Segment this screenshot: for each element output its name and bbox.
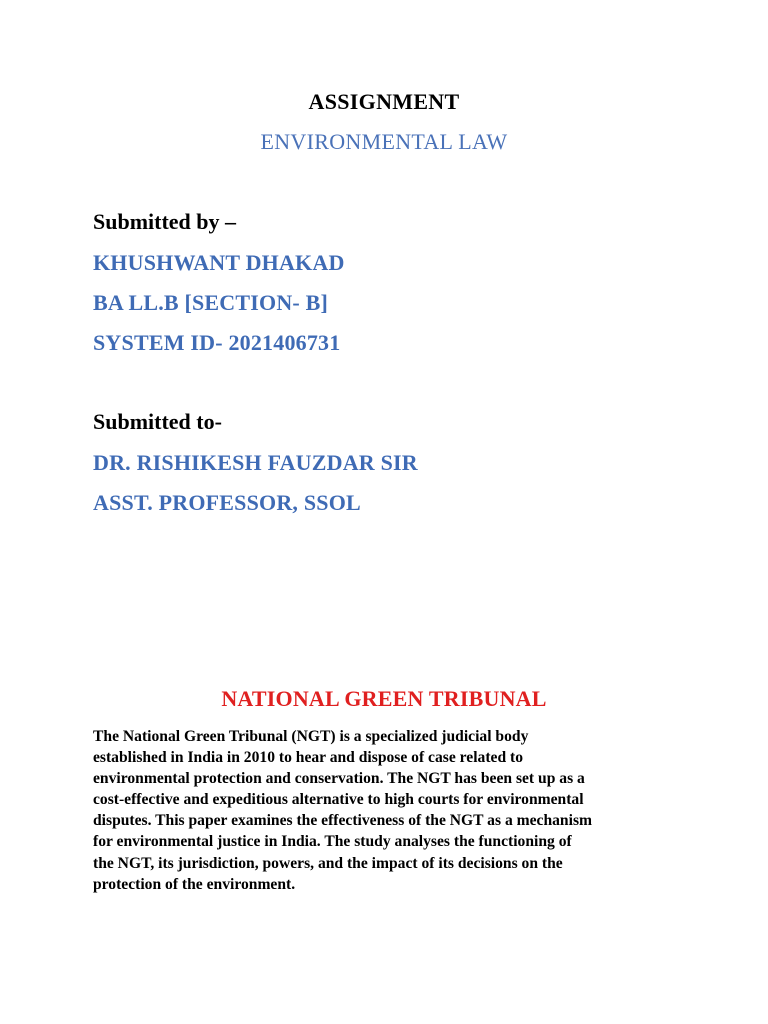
paragraph-line: disputes. This paper examines the effectiveness of the NGT as a mechanism <box>93 812 592 830</box>
assignment-title: ASSIGNMENT <box>308 89 460 114</box>
submitted-to-label: Submitted to- <box>93 409 222 434</box>
professor-designation: ASST. PROFESSOR, SSOL <box>93 490 361 515</box>
subject-title: ENVIRONMENTAL LAW <box>260 129 508 154</box>
paragraph-line: established in India in 2010 to hear and dispose of case related to <box>93 749 524 767</box>
paragraph-line: the NGT, its jurisdiction, powers, and the impact of its decisions on the <box>93 854 563 872</box>
paragraph-line: for environmental justice in India. The study analyses the functioning of <box>93 833 572 851</box>
professor-name: DR. RISHIKESH FAUZDAR SIR <box>93 450 418 475</box>
paragraph-line: The National Green Tribunal (NGT) is a specialized judicial body <box>93 728 529 745</box>
abstract-paragraph <box>93 726 693 895</box>
submitted-by-label: Submitted by – <box>93 209 237 234</box>
section-heading: NATIONAL GREEN TRIBUNAL <box>221 686 547 711</box>
paragraph-line: cost-effective and expeditious alternative to high courts for environmental <box>93 791 584 809</box>
paragraph-line: environmental protection and conservation. The NGT has been set up as a <box>93 770 585 788</box>
student-name: KHUSHWANT DHAKAD <box>93 250 345 275</box>
student-course: BA LL.B [SECTION- B] <box>93 290 329 315</box>
student-system-id: SYSTEM ID- 2021406731 <box>93 330 341 355</box>
paragraph-line: protection of the environment. <box>93 875 296 893</box>
